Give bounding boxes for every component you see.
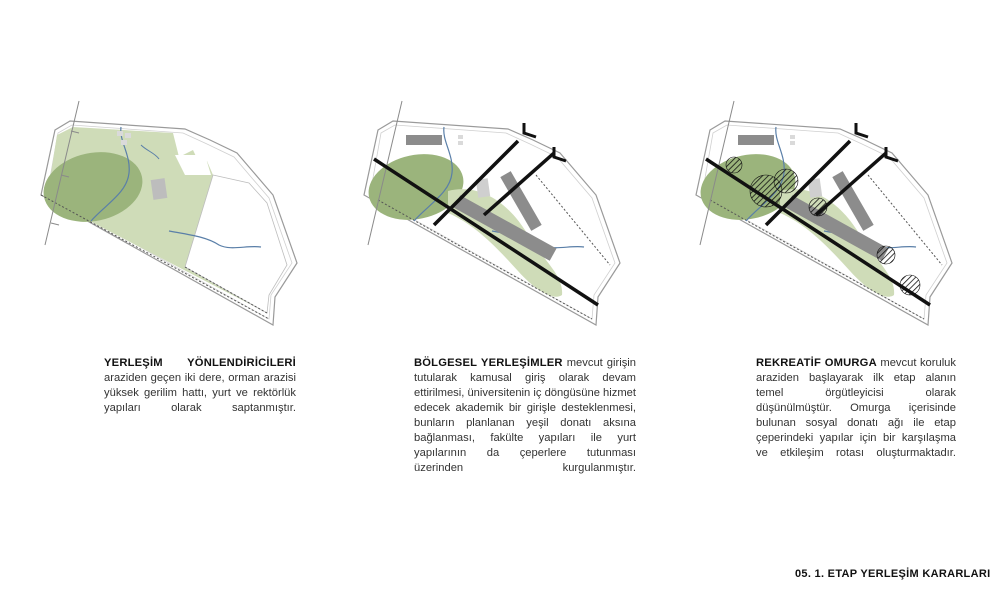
faculty-building xyxy=(738,135,774,145)
faculty-building xyxy=(406,135,442,145)
caption-title: BÖLGESEL YERLEŞİMLER xyxy=(414,357,563,369)
entrance-marker-icon xyxy=(856,123,868,137)
entrance-marker-icon xyxy=(524,123,536,137)
rectorate-building xyxy=(117,131,123,136)
caption-settlement-guides xyxy=(104,356,296,416)
entrance-marker-icon xyxy=(886,147,898,161)
social-node xyxy=(726,157,742,173)
social-node xyxy=(774,169,798,193)
caption-recreational-spine xyxy=(756,356,956,461)
diagram-settlement-guides xyxy=(35,95,305,325)
caption-title: REKREATİF OMURGA xyxy=(756,357,877,369)
entrance-marker-icon xyxy=(554,147,566,161)
rectorate-building xyxy=(458,141,463,145)
rectorate-building xyxy=(790,135,795,139)
dormitory-building xyxy=(151,178,168,200)
small-building xyxy=(121,140,127,145)
pylon-mark xyxy=(51,223,59,225)
caption-title: YERLEŞİM YÖNLENDİRİCİLERİ xyxy=(104,357,296,369)
rectorate-building xyxy=(458,135,463,139)
social-node xyxy=(877,246,895,264)
section-title: 05. 1. ETAP YERLEŞİM KARARLARI xyxy=(795,568,991,580)
caption-body: mevcut girişin tutularak kamusal giriş olarak devam ettirilmesi, üniversitenin iç döngüsüne hizmet edecek akademik bir girişle desteklenmesi, bunların planlanan yeşil donatı aksına bağlanması, fakülte yapıları ile yurt yapılarının da çeperlere tutunması üzerinden kurgulanmıştır. xyxy=(414,357,637,474)
small-building xyxy=(125,133,131,138)
diagram-regional-settlements xyxy=(358,95,628,325)
rectorate-building xyxy=(790,141,795,145)
diagram-recreational-spine xyxy=(690,95,960,325)
caption-body: mevcut koruluk araziden başlayarak ilk etap alanın temel örgütleyicisi olarak düşünülmüştür. Omurga içerisinde bulunan sosyal donatı ağı ile etap çeperindeki yapılar için bir karşılaşma ve etkileşim rotası oluşturmaktadır. xyxy=(756,357,957,459)
caption-regional-settlements xyxy=(414,356,636,476)
caption-body: araziden geçen iki dere, orman arazisi yüksek gerilim hattı, yurt ve rektörlük yapıları olarak saptanmıştır. xyxy=(104,372,296,414)
